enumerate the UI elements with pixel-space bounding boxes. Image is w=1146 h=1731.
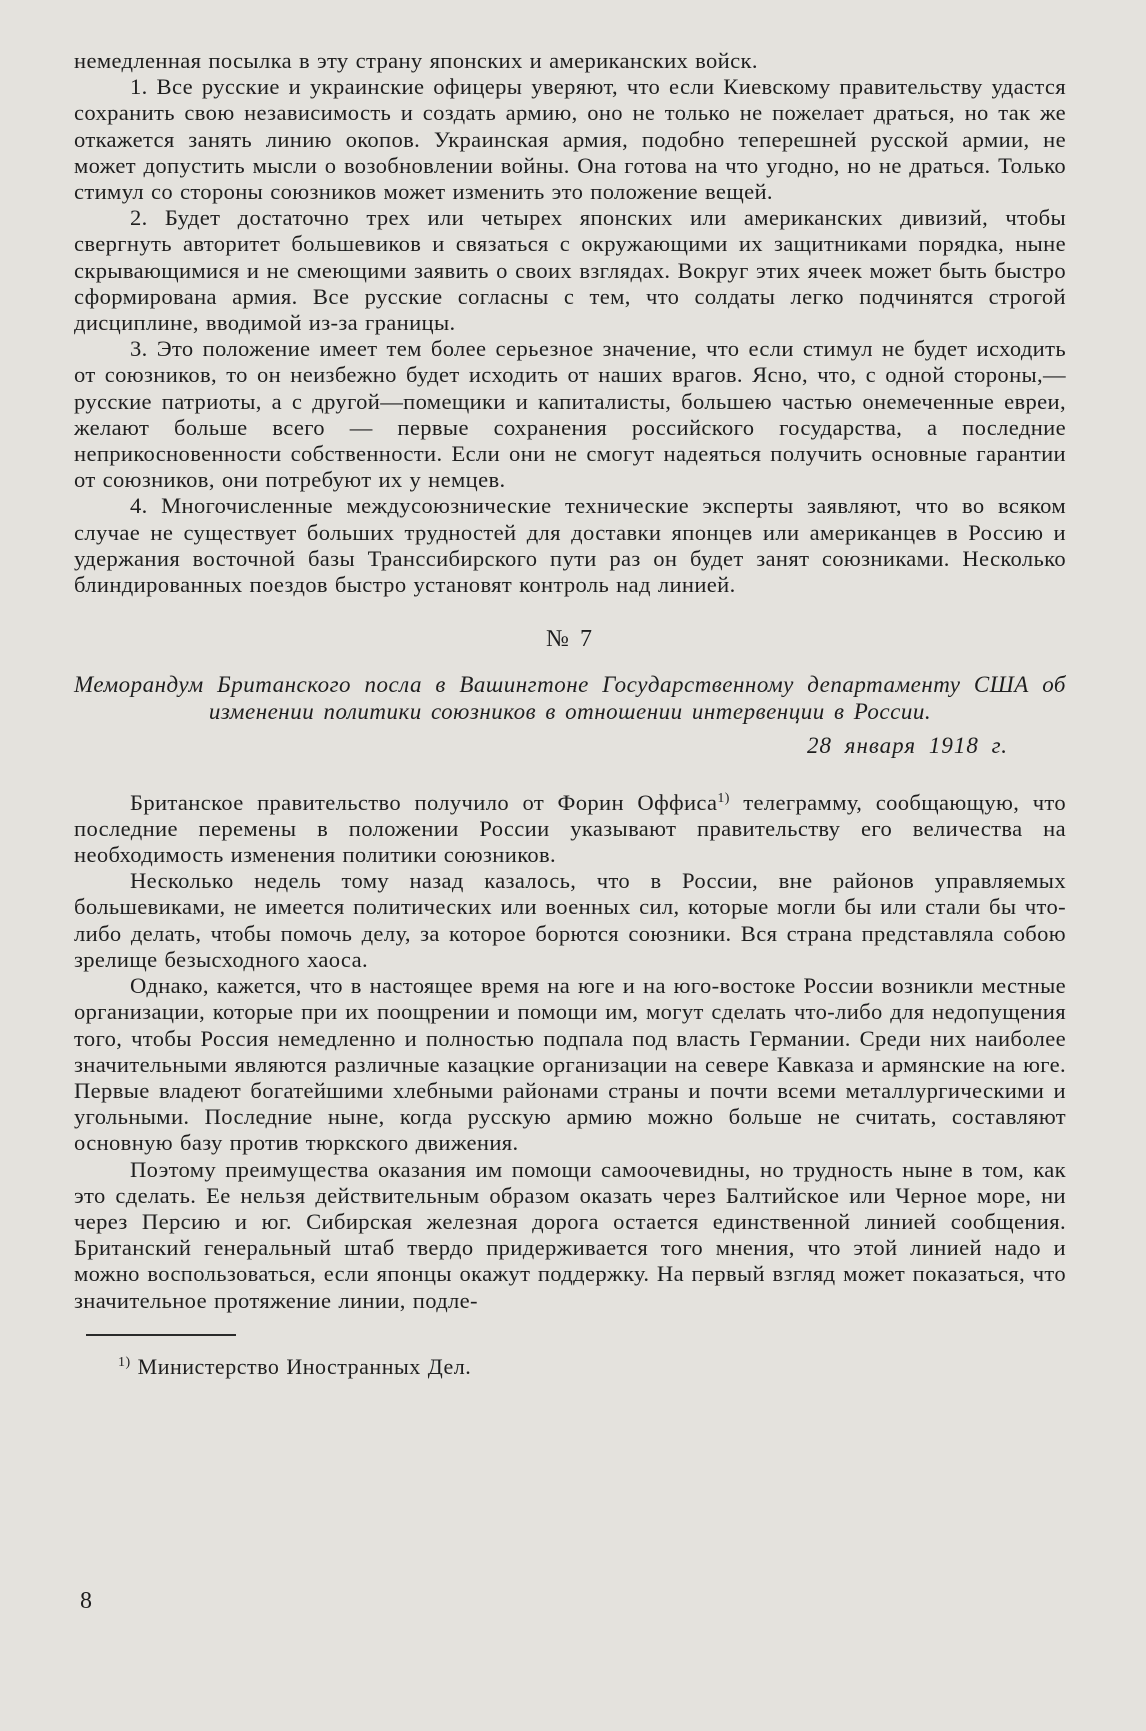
paragraph-point-4: 4. Многочисленные междусоюзнические технические эксперты заявляют, что во всяком случае не существует больших трудностей для доставки японцев или американцев в Россию и удержания восточной базы Транссибирского пути раз он будет занят союзниками. Несколько блиндированных поездов быстро установят контроль над линией. bbox=[74, 493, 1066, 598]
paragraph-point-1: 1. Все русские и украинские офицеры уверяют, что если Киевскому правительству удастся сохранить свою независимость и создать армию, оно не только не пожелает драться, но так же откажется занять линию окопов. Украинская армия, подобно теперешней русской армии, не может допустить мысли о возобновлении войны. Она готова на что угодно, но не драться. Только стимул со стороны союзников может изменить это положение вещей. bbox=[74, 74, 1066, 205]
page-number: 8 bbox=[80, 1588, 92, 1614]
body-paragraph-1-start: Британское правительство получило от Форин Оффиса bbox=[130, 789, 718, 815]
paragraph-point-2: 2. Будет достаточно трех или четырех японских или американских дивизий, чтобы свергнуть авторитет большевиков и связаться с окружающими их защитниками порядка, ныне скрывающимися и не смеющими заявить о своих взглядах. Вокруг этих ячеек может быть быстро сформирована армия. Все русские согласны с тем, что солдаты легко подчинятся строгой дисциплине, вводимой из-за границы. bbox=[74, 205, 1066, 336]
document-date: 28 января 1918 г. bbox=[807, 733, 1008, 759]
footnote bbox=[118, 1354, 1066, 1380]
page-text bbox=[74, 48, 1066, 1380]
paragraph-point-3: 3. Это положение имеет тем более серьезное значение, что если стимул не будет исходить от союзников, то он неизбежно будет исходить от наших врагов. Ясно, что, с одной стороны,—русские патриоты, а с другой—помещики и капиталисты, большею частью онемеченные евреи, желают больше всего — первые сохранения российского государства, а последние неприкосновенности собственности. Если они не смогут надеяться получить основные гарантии от союзников, они потребуют их у немцев. bbox=[74, 336, 1066, 493]
document-title: Меморандум Британского посла в Вашингтоне Государственному департаменту США об изменении политики союзников в отношении интервенции в России. bbox=[74, 672, 1066, 724]
footnote-divider bbox=[86, 1334, 236, 1336]
body-paragraph-2: Несколько недель тому назад казалось, что в России, вне районов управляемых большевиками, не имеется политических или военных сил, которые могли бы или стали бы что-либо делать, чтобы помочь делу, за которое борются союзники. Вся страна представляла собою зрелище безысходного хаоса. bbox=[74, 868, 1066, 972]
body-paragraph-3: Однако, кажется, что в настоящее время на юге и на юго-востоке России возникли местные организации, которые при их поощрении и помощи им, могут сделать что-либо для недопущения того, чтобы Россия немедленно и полностью подпала под власть Германии. Среди них наиболее значительными являются различные казацкие организации на севере Кавказа и армянские на юге. Первые владеют богатейшими хлебными районами страны и почти всеми металлургическими и угольными. Последние ныне, когда русскую армию можно больше не считать, составляют основную базу против тюркского движения. bbox=[74, 973, 1066, 1156]
footnote-text: Министерство Иностранных Дел. bbox=[130, 1353, 472, 1379]
document-number: № 7 bbox=[546, 626, 594, 653]
paragraph-continuation: немедленная посылка в эту страну японских и американских войск. bbox=[74, 48, 758, 73]
footnote-marker: 1) bbox=[118, 1354, 131, 1370]
footnote-reference[interactable]: 1) bbox=[717, 790, 730, 806]
body-paragraph-4: Поэтому преимущества оказания им помощи самоочевидны, но трудность ныне в том, как это сделать. Ее нельзя действительным образом оказать через Балтийское или Черное море, ни через Персию и юг. Сибирская железная дорога остается единственной линией сообщения. Британский генеральный штаб твердо придерживается того мнения, что этой линией надо и можно воспользоваться, если японцы окажут поддержку. На первый взгляд может показаться, что значительное протяжение линии, подле- bbox=[74, 1156, 1066, 1313]
body-paragraph-1-end: телеграмму, сообщающую, что последние перемены в положении России указывают правительству его величества на необходимость изменения политики союзников. bbox=[74, 789, 1066, 868]
body-paragraph-1 bbox=[74, 790, 1066, 869]
